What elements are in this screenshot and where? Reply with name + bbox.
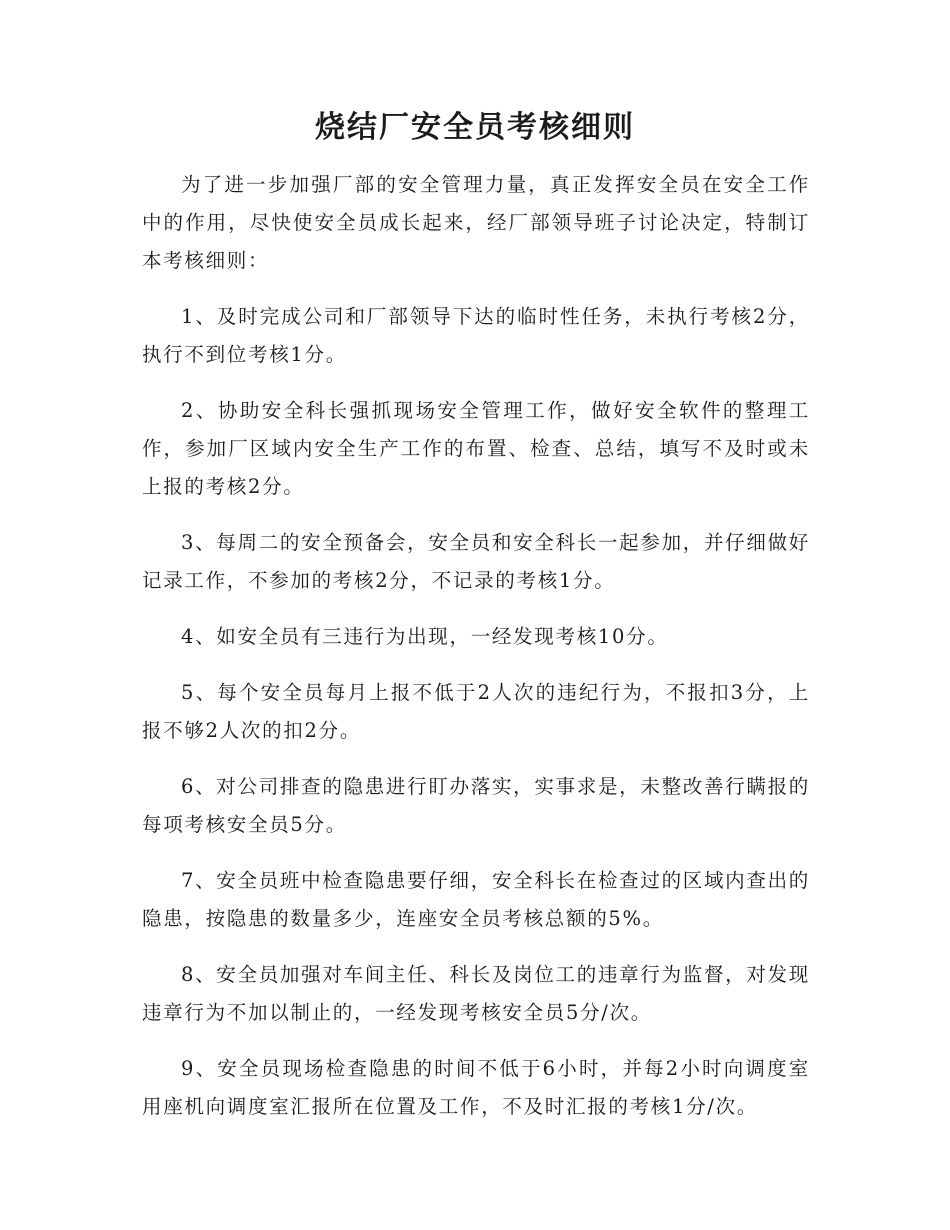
paragraph-rule-9: 9、安全员现场检查隐患的时间不低于6小时，并每2小时向调度室用座机向调度室汇报所在位置及工作，不及时汇报的考核1分/次。 (142, 1057, 810, 1118)
paragraph-intro: 为了进一步加强厂部的安全管理力量，真正发挥安全员在安全工作中的作用，尽快使安全员成长起来，经厂部领导班子讨论决定，特制订本考核细则： (142, 173, 810, 272)
paragraph-rule-4: 4、如安全员有三违行为出现，一经发现考核10分。 (181, 625, 669, 648)
paragraph-rule-8: 8、安全员加强对车间主任、科长及岗位工的违章行为监督，对发现违章行为不加以制止的，一经发现考核安全员5分/次。 (142, 963, 810, 1024)
paragraph-rule-7: 7、安全员班中检查隐患要仔细，安全科长在检查过的区域内查出的隐患，按隐患的数量多少，连座安全员考核总额的5%。 (142, 869, 810, 930)
paragraph-rule-1: 1、及时完成公司和厂部领导下达的临时性任务，未执行考核2分，执行不到位考核1分。 (142, 305, 810, 366)
paragraph-rule-6: 6、对公司排查的隐患进行盯办落实，实事求是，未整改善行瞒报的每项考核安全员5分。 (142, 775, 810, 836)
paragraph-rule-2: 2、协助安全科长强抓现场安全管理工作，做好安全软件的整理工作，参加厂区域内安全生产工作的布置、检查、总结，填写不及时或未上报的考核2分。 (142, 399, 810, 498)
paragraph-rule-5: 5、每个安全员每月上报不低于2人次的违纪行为，不报扣3分，上报不够2人次的扣2分。 (142, 681, 810, 742)
paragraph-rule-3: 3、每周二的安全预备会，安全员和安全科长一起参加，并仔细做好记录工作，不参加的考核2分，不记录的考核1分。 (142, 531, 810, 592)
document-title: 烧结厂安全员考核细则 (315, 110, 635, 145)
document-body (142, 166, 810, 1144)
